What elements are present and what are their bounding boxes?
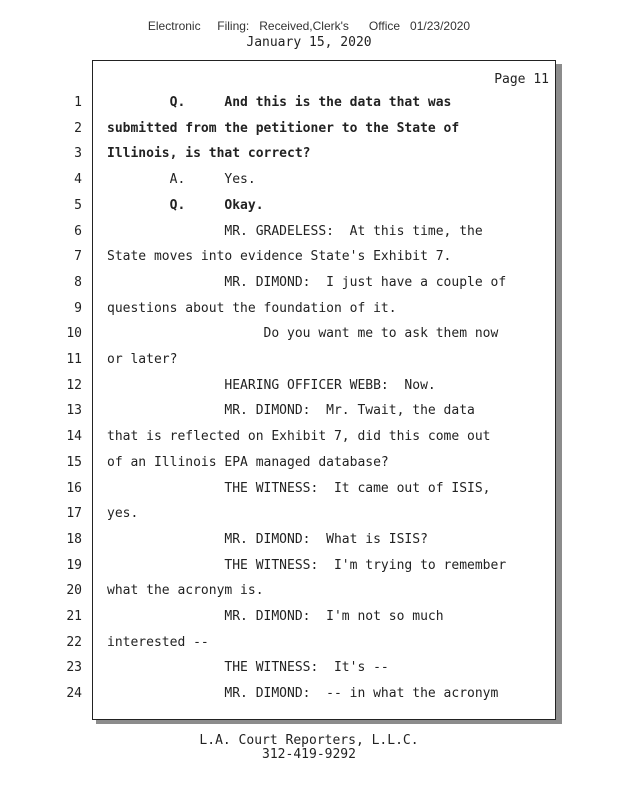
transcript-line: HEARING OFFICER WEBB: Now. — [107, 378, 436, 393]
transcript-line: Illinois, is that correct? — [107, 146, 311, 161]
line-number: 9 — [74, 301, 82, 316]
line-number: 7 — [74, 249, 82, 264]
line-number: 6 — [74, 224, 82, 239]
line-number: 18 — [66, 532, 82, 547]
transcript-line: MR. DIMOND: I just have a couple of — [107, 275, 507, 290]
transcript-line: State moves into evidence State's Exhibit 7. — [107, 249, 452, 264]
line-number: 22 — [66, 635, 82, 650]
line-number: 5 — [74, 198, 82, 213]
transcript-line: A. Yes. — [107, 172, 256, 187]
line-number: 11 — [66, 352, 82, 367]
transcript-line: Q. And this is the data that was — [107, 95, 452, 110]
line-number: 20 — [66, 583, 82, 598]
filing-stamp: Electronic Filing: Received,Clerk's Office 01/23/2020 — [147, 19, 471, 33]
transcript-line: what the acronym is. — [107, 583, 264, 598]
transcript-line: THE WITNESS: It came out of ISIS, — [107, 481, 491, 496]
transcript-line: Q. Okay. — [107, 198, 264, 213]
transcript-line: THE WITNESS: It's -- — [107, 660, 389, 675]
line-number: 21 — [66, 609, 82, 624]
line-number: 4 — [74, 172, 82, 187]
transcript-line: THE WITNESS: I'm trying to remember — [107, 558, 507, 573]
line-number: 15 — [66, 455, 82, 470]
line-number: 16 — [66, 481, 82, 496]
line-number: 19 — [66, 558, 82, 573]
line-number: 14 — [66, 429, 82, 444]
line-number: 1 — [74, 95, 82, 110]
transcript-line: interested -- — [107, 635, 209, 650]
transcript-line: MR. DIMOND: -- in what the acronym — [107, 686, 499, 701]
line-number: 17 — [66, 506, 82, 521]
transcript-line: of an Illinois EPA managed database? — [107, 455, 389, 470]
transcript-line: yes. — [107, 506, 139, 521]
transcript-line: that is reflected on Exhibit 7, did this come out — [107, 429, 491, 444]
line-number: 2 — [74, 121, 82, 136]
line-number: 3 — [74, 146, 82, 161]
transcript-line: or later? — [107, 352, 178, 367]
line-number: 8 — [74, 275, 82, 290]
transcript-line: MR. DIMOND: Mr. Twait, the data — [107, 403, 475, 418]
transcript-line: Do you want me to ask them now — [107, 326, 499, 341]
line-number: 10 — [66, 326, 82, 341]
line-number: 23 — [66, 660, 82, 675]
page-number: Page 11 — [494, 72, 549, 87]
line-number: 13 — [66, 403, 82, 418]
reporter-phone: 312-419-9292 — [262, 747, 356, 762]
line-number: 12 — [66, 378, 82, 393]
transcript-date: January 15, 2020 — [246, 35, 372, 50]
transcript-line: MR. GRADELESS: At this time, the — [107, 224, 483, 239]
transcript-line: submitted from the petitioner to the State of — [107, 121, 460, 136]
transcript-line: MR. DIMOND: I'm not so much — [107, 609, 444, 624]
reporter-company: L.A. Court Reporters, L.L.C. — [199, 733, 419, 748]
line-number: 24 — [66, 686, 82, 701]
transcript-line: questions about the foundation of it. — [107, 301, 397, 316]
transcript-line: MR. DIMOND: What is ISIS? — [107, 532, 428, 547]
